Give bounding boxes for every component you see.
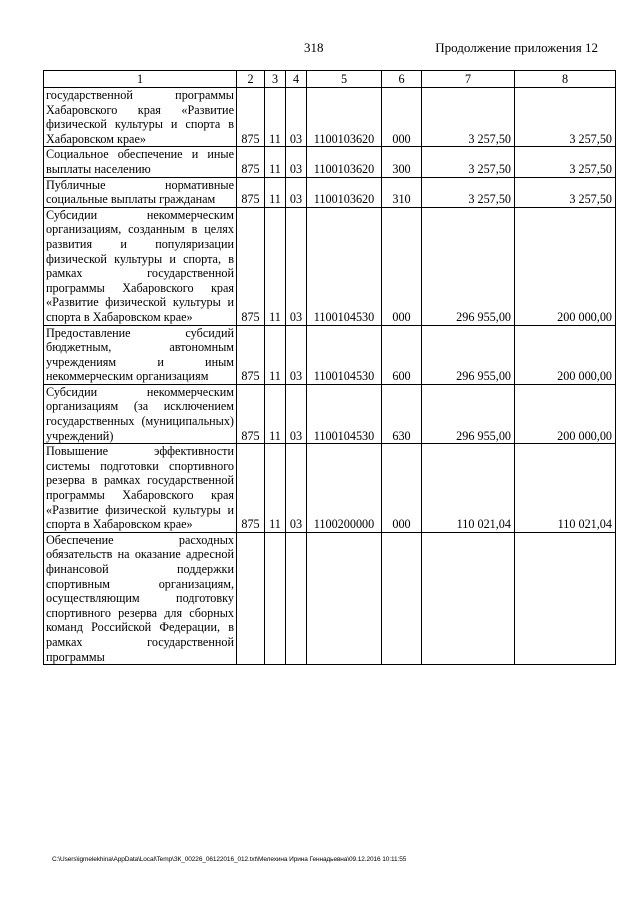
- column-header: 8: [515, 71, 616, 88]
- column-header: 7: [422, 71, 515, 88]
- row-value-cell: 110 021,04: [515, 444, 616, 533]
- row-value-cell: 875: [237, 384, 265, 443]
- row-value-cell: 200 000,00: [515, 325, 616, 384]
- row-value-cell: 1100200000: [307, 444, 382, 533]
- header-row: [44, 71, 616, 88]
- row-value-cell: 875: [237, 207, 265, 325]
- row-value-cell: 000: [382, 444, 422, 533]
- row-value-cell: 296 955,00: [422, 325, 515, 384]
- row-name-cell: Субсидии некоммерческим организациям, созданным в целях развития и популяризации физической культуры и спорта, в рамках государственной программы Хабаровского края «Развитие физической культуры и спорта в Хабаровском крае»: [44, 207, 237, 325]
- continuation-title: Продолжение приложения 12: [435, 40, 598, 55]
- row-value-cell: [382, 532, 422, 664]
- row-value-cell: 296 955,00: [422, 207, 515, 325]
- table-row: [44, 207, 616, 325]
- row-value-cell: [265, 532, 286, 664]
- row-value-cell: 3 257,50: [515, 88, 616, 147]
- row-value-cell: 875: [237, 444, 265, 533]
- row-value-cell: 3 257,50: [422, 88, 515, 147]
- row-value-cell: [286, 532, 307, 664]
- row-name-cell: Предоставление субсидий бюджетным, автономным учреждениям и иным некоммерческим организациям: [44, 325, 237, 384]
- row-value-cell: 600: [382, 325, 422, 384]
- row-value-cell: 11: [265, 444, 286, 533]
- row-value-cell: 3 257,50: [422, 147, 515, 177]
- row-value-cell: 3 257,50: [515, 147, 616, 177]
- row-value-cell: 11: [265, 147, 286, 177]
- row-value-cell: 1100103620: [307, 177, 382, 207]
- row-value-cell: 300: [382, 147, 422, 177]
- row-name-cell: Социальное обеспечение и иные выплаты населению: [44, 147, 237, 177]
- row-value-cell: 875: [237, 147, 265, 177]
- row-value-cell: 875: [237, 88, 265, 147]
- row-value-cell: 03: [286, 444, 307, 533]
- row-value-cell: 11: [265, 88, 286, 147]
- table-row: [44, 384, 616, 443]
- row-value-cell: [422, 532, 515, 664]
- row-value-cell: 110 021,04: [422, 444, 515, 533]
- row-value-cell: 296 955,00: [422, 384, 515, 443]
- row-name-cell: Субсидии некоммерческим организациям (за исключением государственных (муниципальных) учреждений): [44, 384, 237, 443]
- footer-path: C:\Users\igmelekhina\AppData\Local\Temp\ЗК_00226_06122016_012.txt\Мелехина Ирина Геннадьевна\09.12.2016 10:11:55: [52, 856, 407, 863]
- row-value-cell: 3 257,50: [422, 177, 515, 207]
- row-value-cell: [237, 532, 265, 664]
- row-value-cell: 200 000,00: [515, 384, 616, 443]
- row-name-cell: Обеспечение расходных обязательств на оказание адресной финансовой поддержки спортивным организациям, осуществляющим подготовку спортивного резерва для сборных команд Российской Федерации, в рамках государственной программы: [44, 532, 237, 664]
- table-row: [44, 325, 616, 384]
- row-value-cell: 000: [382, 88, 422, 147]
- row-value-cell: 03: [286, 147, 307, 177]
- row-value-cell: [307, 532, 382, 664]
- row-value-cell: 875: [237, 177, 265, 207]
- table-row: [44, 532, 616, 664]
- row-value-cell: 11: [265, 177, 286, 207]
- row-value-cell: 03: [286, 207, 307, 325]
- row-value-cell: [515, 532, 616, 664]
- row-value-cell: 310: [382, 177, 422, 207]
- row-value-cell: 03: [286, 177, 307, 207]
- row-name-cell: Повышение эффективности системы подготовки спортивного резерва в рамках государственной программы Хабаровского края «Развитие физической культуры и спорта в Хабаровском крае»: [44, 444, 237, 533]
- column-header: 4: [286, 71, 307, 88]
- table-row: [44, 177, 616, 207]
- row-value-cell: 630: [382, 384, 422, 443]
- column-header: 1: [44, 71, 237, 88]
- table-row: [44, 147, 616, 177]
- row-value-cell: 1100103620: [307, 88, 382, 147]
- row-value-cell: 000: [382, 207, 422, 325]
- page-number: 318: [304, 40, 324, 55]
- row-value-cell: 1100104530: [307, 325, 382, 384]
- table-row: [44, 88, 616, 147]
- column-header: 6: [382, 71, 422, 88]
- row-value-cell: 11: [265, 207, 286, 325]
- row-value-cell: 1100104530: [307, 384, 382, 443]
- table-row: [44, 444, 616, 533]
- column-header: 3: [265, 71, 286, 88]
- row-value-cell: 11: [265, 384, 286, 443]
- row-value-cell: 200 000,00: [515, 207, 616, 325]
- column-header: 2: [237, 71, 265, 88]
- row-value-cell: 03: [286, 325, 307, 384]
- row-name-cell: Публичные нормативные социальные выплаты гражданам: [44, 177, 237, 207]
- row-value-cell: 11: [265, 325, 286, 384]
- row-value-cell: 875: [237, 325, 265, 384]
- row-name-cell: государственной программы Хабаровского края «Развитие физической культуры и спорта в Хабаровском крае»: [44, 88, 237, 147]
- column-header: 5: [307, 71, 382, 88]
- budget-table: [43, 70, 616, 665]
- row-value-cell: 3 257,50: [515, 177, 616, 207]
- row-value-cell: 1100104530: [307, 207, 382, 325]
- row-value-cell: 1100103620: [307, 147, 382, 177]
- row-value-cell: 03: [286, 88, 307, 147]
- row-value-cell: 03: [286, 384, 307, 443]
